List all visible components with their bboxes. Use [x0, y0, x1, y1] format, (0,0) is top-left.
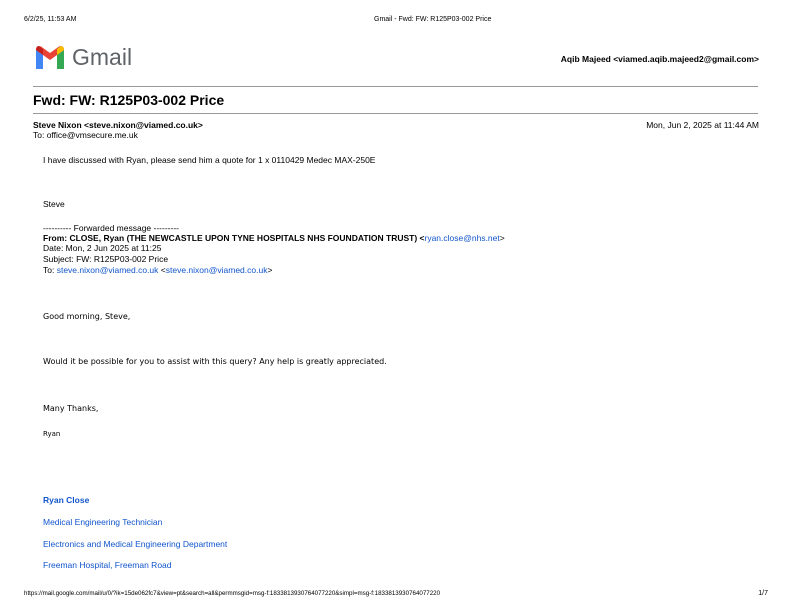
forwarded-separator: ---------- Forwarded message ---------	[43, 223, 179, 233]
forwarded-to-prefix: To:	[43, 265, 57, 275]
message-to: To: office@vmsecure.me.uk	[33, 130, 138, 140]
message-date: Mon, Jun 2, 2025 at 11:44 AM	[646, 120, 759, 130]
signature-department: Electronics and Medical Engineering Department	[43, 539, 228, 549]
forwarded-to-suffix: >	[267, 265, 273, 275]
gmail-logo-icon	[34, 45, 66, 69]
forwarded-subject: Subject: FW: R125P03-002 Price	[43, 254, 169, 264]
print-title: Gmail - Fwd: FW: R125P03-002 Price	[374, 16, 492, 23]
signature-site: Freeman Hospital, Freeman Road	[43, 560, 172, 570]
inner-thanks: Many Thanks,	[43, 404, 99, 413]
forwarded-from-email-link[interactable]: ryan.close@nhs.net	[424, 233, 500, 243]
inner-greeting: Good morning, Steve,	[43, 312, 131, 321]
message-body-line: I have discussed with Ryan, please send him a quote for 1 x 0110429 Medec MAX-250E	[43, 155, 376, 165]
print-datetime: 6/2/25, 11:53 AM	[24, 16, 77, 23]
print-page-number: 1/7	[758, 590, 768, 597]
forwarded-from	[43, 233, 505, 243]
inner-name: Ryan	[43, 430, 61, 438]
message-from: Steve Nixon <steve.nixon@viamed.co.uk>	[33, 120, 203, 130]
message-signoff: Steve	[43, 199, 65, 209]
signature-name: Ryan Close	[43, 495, 90, 505]
forwarded-from-suffix: >	[499, 233, 505, 243]
forwarded-to-email-link[interactable]: steve.nixon@viamed.co.uk	[165, 265, 268, 275]
inner-question: Would it be possible for you to assist with this query? Any help is greatly appreciated.	[43, 357, 387, 366]
forwarded-to-mid: <	[158, 265, 166, 275]
account-label: Aqib Majeed <viamed.aqib.majeed2@gmail.com>	[560, 54, 759, 64]
forwarded-date: Date: Mon, 2 Jun 2025 at 11:25	[43, 243, 162, 253]
forwarded-to	[43, 265, 272, 275]
divider	[33, 113, 758, 114]
gmail-wordmark: Gmail	[72, 44, 133, 70]
forwarded-to-email-link[interactable]: steve.nixon@viamed.co.uk	[56, 265, 159, 275]
thread-subject: Fwd: FW: R125P03-002 Price	[33, 92, 225, 108]
forwarded-from-prefix: From: CLOSE, Ryan (THE NEWCASTLE UPON TYNE HOSPITALS NHS FOUNDATION TRUST) <	[43, 233, 425, 243]
signature-role: Medical Engineering Technician	[43, 517, 163, 527]
divider	[33, 86, 758, 87]
print-url: https://mail.google.com/mail/u/0/?ik=15de062fc7&view=pt&search=all&permmsgid=msg-f:1833813930764077220&simpl=msg-f:1833813930764077220	[24, 590, 441, 597]
